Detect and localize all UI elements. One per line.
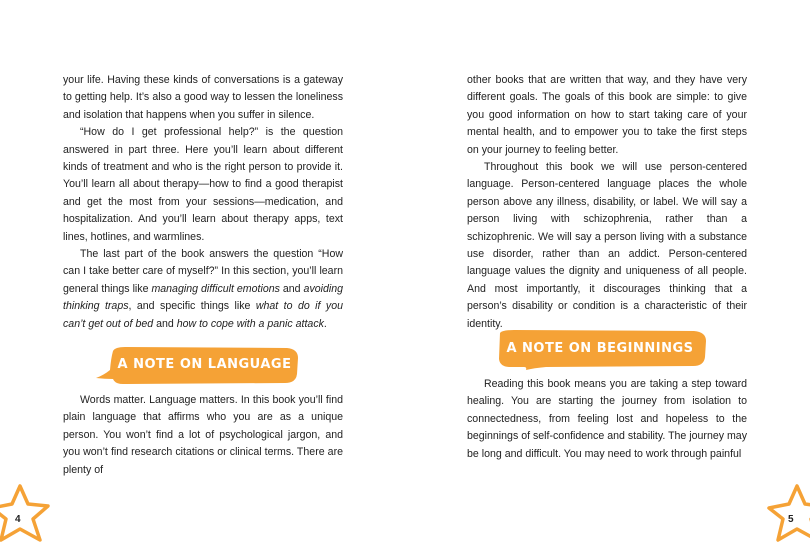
left-paragraph-3 [63,246,343,333]
left-page [0,0,405,540]
left-paragraph-1: your life. Having these kinds of conversations is a gateway to getting help. It’s also a good way to lessen the loneliness and isolation that happens when you suffer in silence. [63,74,343,121]
left-paragraph-3-text-4: and [153,317,177,330]
right-paragraph-3: Reading this book means you are taking a step toward healing. You are starting the journey from isolation to connectedness, from feeling lost and hopeless to the beginnings of self-confidence and stability. The journey may be long and difficult. You may need to work through painful [467,378,747,460]
page-number-right: 5 [788,514,794,525]
right-section-heading [490,329,710,371]
section-heading-text: A NOTE ON LANGUAGE [117,356,292,372]
right-top-column [467,72,747,333]
left-paragraph-3-text-2: and [279,282,304,295]
right-paragraph-2: Throughout this book we will use person-centered language. Person-centered language places the whole person above any illness, disability, or label. We will say a person living with schizophrenia, rather than a schizophrenic. We will say a person living with a substance use disorder, rather than an addict. Person-centered language values the dignity and uniqueness of all people. And most importantly, it discourages thinking that a person’s disability or condition is a characteristic of their identity. [467,161,747,330]
left-bottom-column [63,392,343,479]
page-number-left: 4 [15,514,21,525]
right-bottom-column [467,376,747,463]
left-paragraph-3-emphasis-3: what to do if you can’t get out of bed [63,300,343,330]
star-outline-shape [0,486,48,540]
left-paragraph-3-emphasis-2: avoiding thinking traps [63,282,344,313]
left-paragraph-3-emphasis-4: how to cope with a panic attack [176,317,324,330]
left-paragraph-4: Words matter. Language matters. In this book you’ll find plain language that affirms who you are as a unique person. You won’t find a lot of psychological jargon, and you won’t find research citations or clinical terms. There are plenty of [63,394,343,476]
left-paragraph-3-text-5: . [323,317,327,330]
left-paragraph-3-emphasis-1: managing difficult emotions [151,282,280,295]
left-section-heading [95,346,300,386]
left-paragraph-3-text-3: , and specific things like [128,300,256,313]
right-page [405,0,810,540]
left-top-column [63,72,343,333]
left-paragraph-3-text-1: The last part of the book answers the question “How can I take better care of myself?” In this section, you’ll learn general things like [63,248,343,295]
left-paragraph-2: “How do I get professional help?” is the question answered in part three. Here you’ll learn about different kinds of treatment and who is the right person to provide it. You’ll learn all about therapy—how to find a good therapist and get the most from your sessions—medication, and hospitalization. And you’ll learn about therapy apps, text lines, hotlines, and warmlines. [63,126,343,243]
section-heading-text: A NOTE ON BEGINNINGS [506,340,694,356]
right-paragraph-1: other books that are written that way, and they have very different goals. The goals of this book are simple: to give you good information on how to start taking care of your mental health, and to empower you to take the first steps on your journey to feeling better. [467,74,747,156]
star-outline-shape [769,486,810,540]
